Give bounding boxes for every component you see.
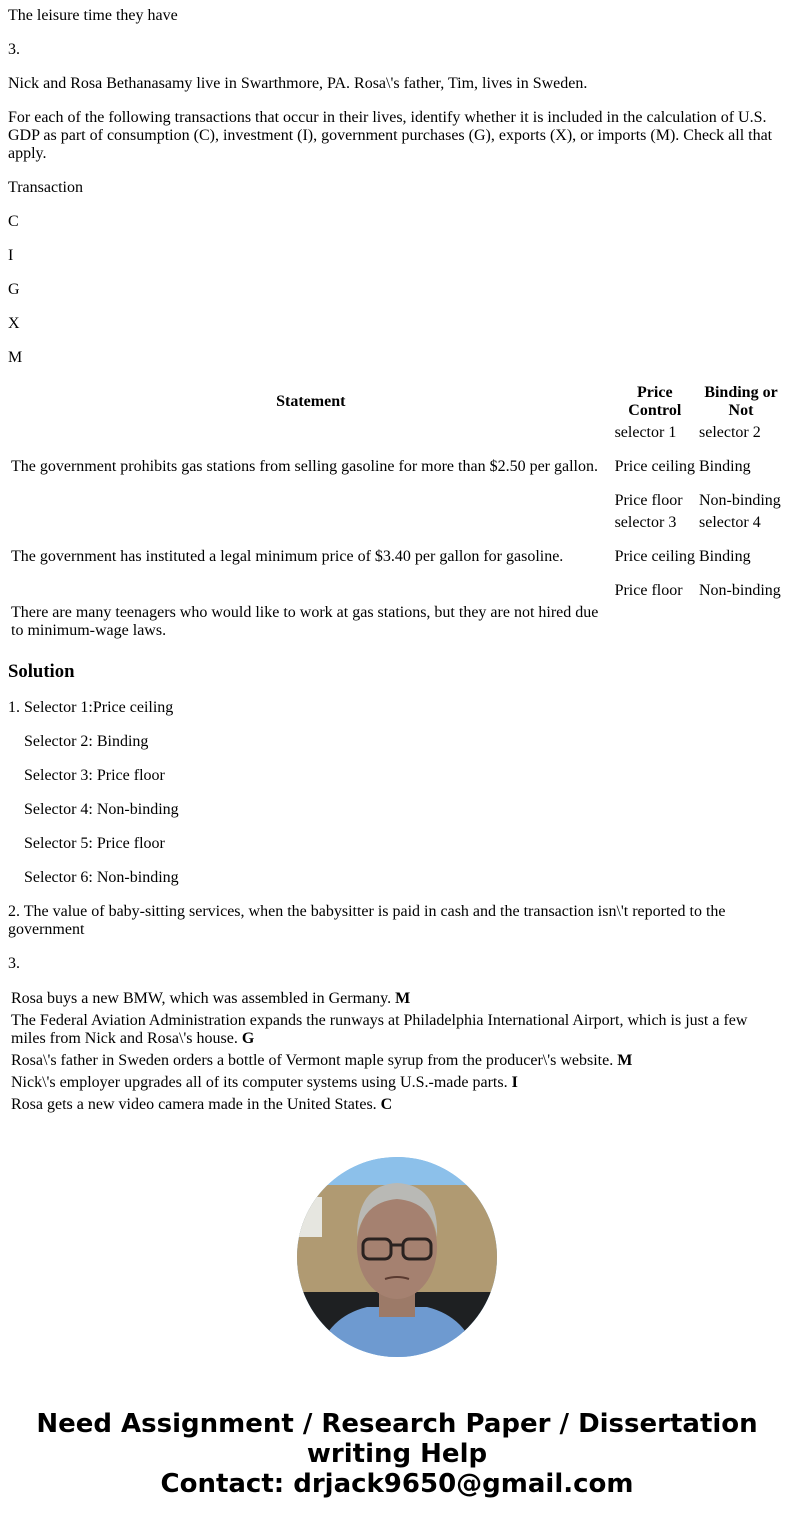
- leisure-text: The leisure time they have: [8, 7, 178, 24]
- transaction-text: Nick\'s employer upgrades all of its computer systems using U.S.-made parts.: [11, 1074, 508, 1091]
- transaction-answer: M: [395, 990, 411, 1007]
- footer-line-1: Need Assignment / Research Paper / Dissertation writing Help: [36, 1409, 758, 1469]
- table-row: [10, 423, 784, 511]
- answer-2: 2. The value of baby-sitting services, when the babysitter is paid in cash and the transaction isn\'t reported to the government: [8, 903, 726, 938]
- solution-item: 1. Selector 1:Price ceiling: [8, 699, 174, 716]
- table-row: [10, 1011, 784, 1049]
- transaction-text: Rosa\'s father in Sweden orders a bottle of Vermont maple syrup from the producer\'s website.: [11, 1052, 614, 1069]
- solution-item: Selector 2: Binding: [24, 733, 149, 750]
- selector-label: selector 2: [699, 424, 761, 441]
- statement: The government has instituted a legal minimum price of $3.40 per gallon for gasoline.: [11, 548, 564, 565]
- transaction-answer: G: [241, 1030, 255, 1047]
- selector-1[interactable]: [614, 423, 696, 511]
- selector-2[interactable]: [698, 423, 784, 511]
- col-binding: Binding or Not: [704, 384, 778, 419]
- table-row: [10, 1095, 784, 1115]
- solution-item: Selector 4: Non-binding: [24, 801, 179, 818]
- transaction-answer: I: [511, 1074, 518, 1091]
- transactions-table: [8, 987, 786, 1117]
- option-non-binding[interactable]: Non-binding: [699, 492, 781, 509]
- statement: There are many teenagers who would like to work at gas stations, but they are not hired due to minimum-wage laws.: [11, 604, 599, 639]
- footer-line-2: Contact: drjack9650@gmail.com: [160, 1469, 634, 1499]
- q3-context: Nick and Rosa Bethanasamy live in Swarthmore, PA. Rosa\'s father, Tim, lives in Sweden.: [8, 75, 588, 92]
- option-non-binding[interactable]: Non-binding: [699, 582, 781, 599]
- selector-label: selector 3: [614, 514, 677, 531]
- header-x: X: [8, 315, 20, 332]
- solution-item: Selector 6: Non-binding: [24, 869, 179, 886]
- header-transaction: Transaction: [8, 179, 83, 196]
- q3-number: 3.: [8, 41, 20, 58]
- selector-4[interactable]: [698, 513, 784, 601]
- q3-instructions: For each of the following transactions that occur in their lives, identify whether it is included in the calculation of U.S. GDP as part of consumption (C), investment (I), government purchases (G), exports (X), or imports (M). Check all that apply.: [8, 109, 773, 162]
- solution-item: Selector 5: Price floor: [24, 835, 165, 852]
- table-row: [10, 603, 784, 641]
- transaction-text: Rosa buys a new BMW, which was assembled in Germany.: [11, 990, 392, 1007]
- option-binding[interactable]: Binding: [699, 458, 751, 475]
- col-statement: Statement: [276, 393, 346, 410]
- col-price-control: Price Control: [628, 384, 682, 419]
- statement: The government prohibits gas stations from selling gasoline for more than $2.50 per gallon.: [11, 458, 598, 475]
- header-i: I: [8, 247, 14, 264]
- header-m: M: [8, 349, 23, 366]
- price-control-table: [8, 381, 786, 643]
- author-avatar: [297, 1157, 497, 1357]
- table-row: [10, 513, 784, 601]
- answer-3: 3.: [8, 955, 20, 972]
- selector-3[interactable]: [614, 513, 696, 601]
- selector-label: selector 4: [699, 514, 761, 531]
- transaction-text: Rosa gets a new video camera made in the United States.: [11, 1096, 377, 1113]
- table-row: [10, 989, 784, 1009]
- option-price-floor[interactable]: Price floor: [614, 582, 683, 599]
- table-row: [10, 1051, 784, 1071]
- transaction-text: The Federal Aviation Administration expands the runways at Philadelphia International Airport, which is just a few miles from Nick and Rosa\'s house.: [11, 1012, 748, 1047]
- solution-item: Selector 3: Price floor: [24, 767, 165, 784]
- header-g: G: [8, 281, 20, 298]
- header-c: C: [8, 213, 19, 230]
- option-price-floor[interactable]: Price floor: [614, 492, 683, 509]
- document: [8, 7, 786, 1499]
- selector-label: selector 1: [614, 424, 677, 441]
- footer-contact: [8, 1409, 786, 1499]
- option-price-ceiling[interactable]: Price ceiling: [614, 458, 695, 475]
- table-row: [10, 1073, 784, 1093]
- option-price-ceiling[interactable]: Price ceiling: [614, 548, 695, 565]
- solution-heading: Solution: [8, 661, 75, 682]
- transaction-answer: M: [617, 1052, 633, 1069]
- option-binding[interactable]: Binding: [699, 548, 751, 565]
- transaction-answer: C: [380, 1096, 393, 1113]
